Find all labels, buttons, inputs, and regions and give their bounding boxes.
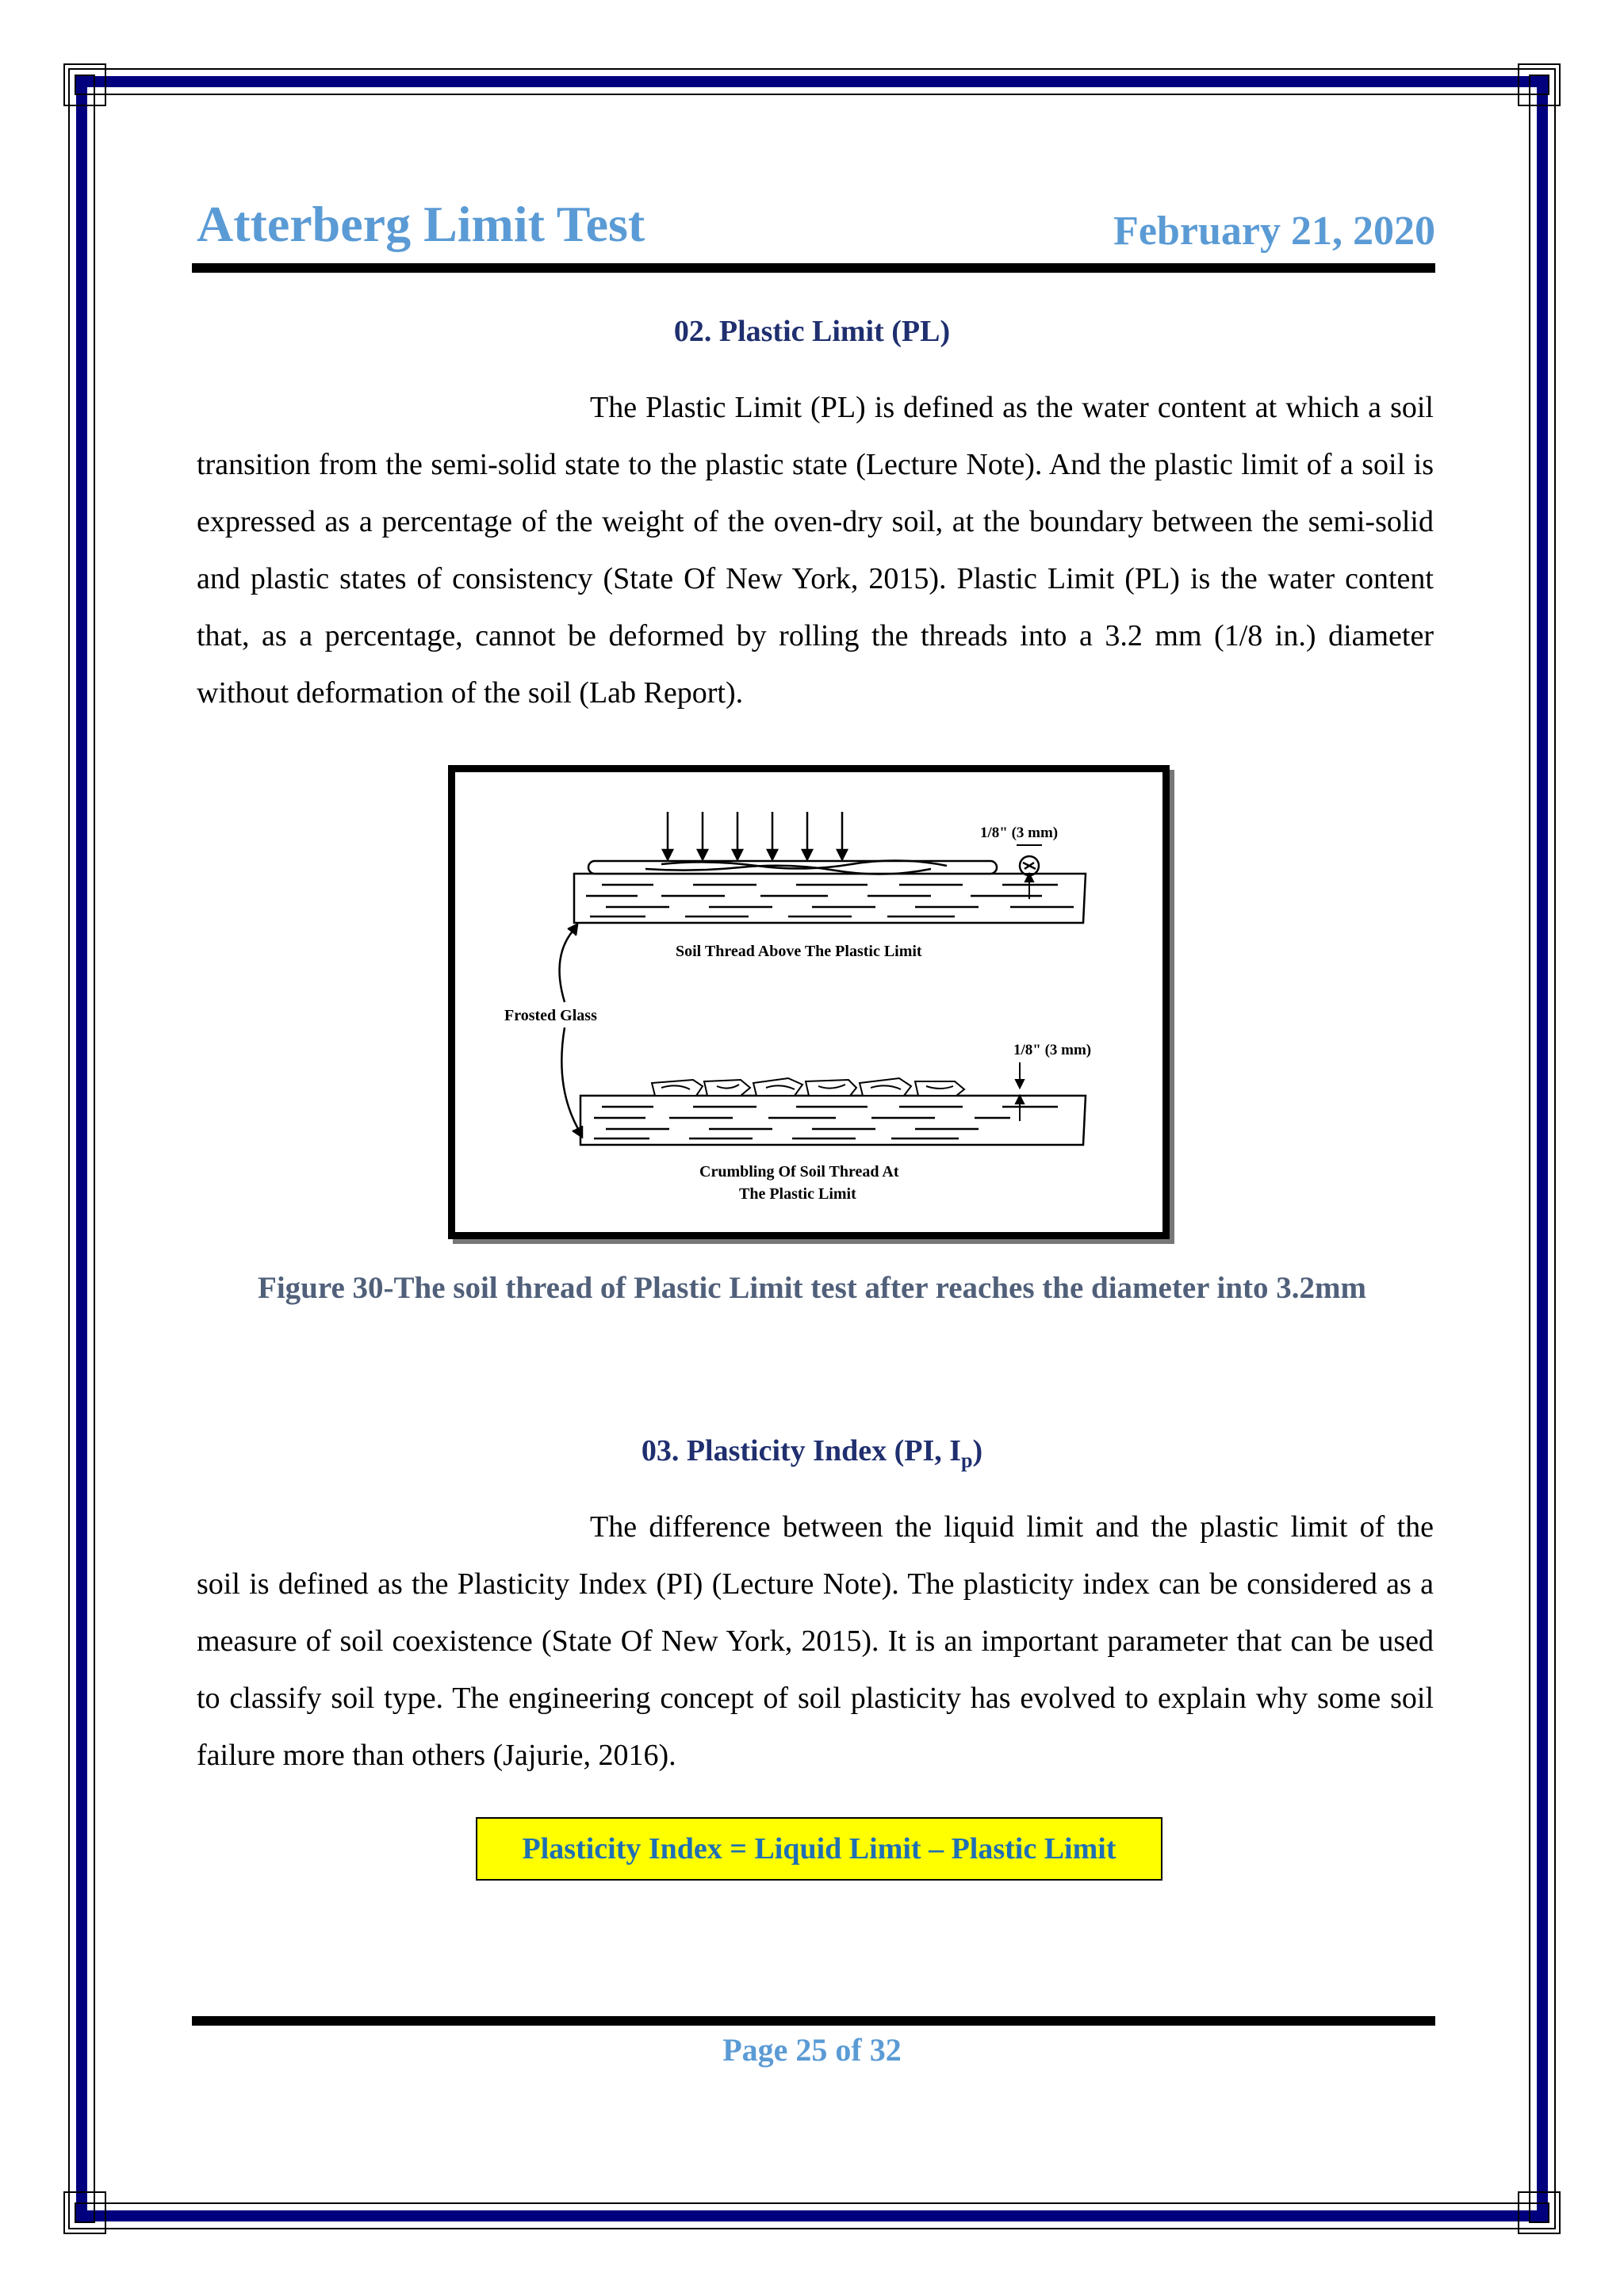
dimension-marker-bottom [1010,1062,1042,1121]
caption-thread-above: Soil Thread Above The Plastic Limit [676,943,922,960]
corner-ornament-br [1518,2191,1561,2234]
corner-ornament-bl [63,2191,106,2234]
glass-pointer-arrows [560,924,582,1137]
figure-plastic-limit-diagram [448,765,1170,1239]
plastic-limit-diagram [455,772,1162,1232]
dimension-marker-top [1017,845,1042,899]
section-heading-plasticity-index [0,1433,1624,1473]
footer-rule [192,2016,1435,2026]
formula-box: Plasticity Index = Liquid Limit – Plastic Limit [476,1817,1162,1881]
dimension-label-bottom: 1/8" (3 mm) [1013,1042,1092,1058]
dimension-label-top: 1/8" (3 mm) [980,825,1059,841]
pressure-arrows [663,812,847,859]
frosted-glass-top [574,874,1086,923]
figure-caption: Figure 30-The soil thread of Plastic Limit test after reaches the diameter into 3.2mm [258,1271,1366,1305]
document-title: Atterberg Limit Test [197,196,645,252]
corner-ornament-tr [1518,63,1561,106]
document-date: February 21, 2020 [1113,209,1435,254]
section-heading-subscript: p [961,1448,973,1472]
soil-thread-intact [588,856,1039,875]
page-number: Page 25 of 32 [722,2032,902,2068]
header-rule [192,263,1435,273]
frosted-glass-bottom [580,1096,1086,1145]
frosted-glass-label: Frosted Glass [504,1007,597,1024]
corner-ornament-tl [63,63,106,106]
paragraph-plasticity-index-text: The difference between the liquid limit and the plastic limit of the soil is defined as the Plasticity Index (PI) (Lecture Note). The plasticity index can be considered as a measure of soil coexistence (State Of New York, 2015). It is an important parameter that can be used to classify soil type. The engineering concept of soil plasticity has evolved to explain why some soil failure more than others (Jajurie, 2016). [197,1510,1434,1772]
caption-crumbling-line-1: Crumbling Of Soil Thread At [699,1163,899,1181]
section-heading-plasticity-index-end: ) [972,1434,983,1468]
soil-thread-crumbling [652,1078,964,1096]
section-heading-plastic-limit: 02. Plastic Limit (PL) [673,315,951,348]
paragraph-plastic-limit [197,379,1434,721]
section-heading-plasticity-index-main: 03. Plasticity Index (PI, I [641,1434,962,1468]
paragraph-plasticity-index [197,1498,1434,1784]
caption-crumbling-line-2: The Plastic Limit [739,1185,856,1203]
paragraph-plastic-limit-text: The Plastic Limit (PL) is defined as the water content at which a soil transition from the semi-solid state to the plastic state (Lecture Note). And the plastic limit of a soil is expressed as a percentage of the weight of the oven-dry soil, at the boundary between the semi-solid and plastic states of consistency (State Of New York, 2015). Plastic Limit (PL) is the water content that, as a percentage, cannot be deformed by rolling the threads into a 3.2 mm (1/8 in.) diameter without deformation of the soil (Lab Report). [197,391,1434,710]
